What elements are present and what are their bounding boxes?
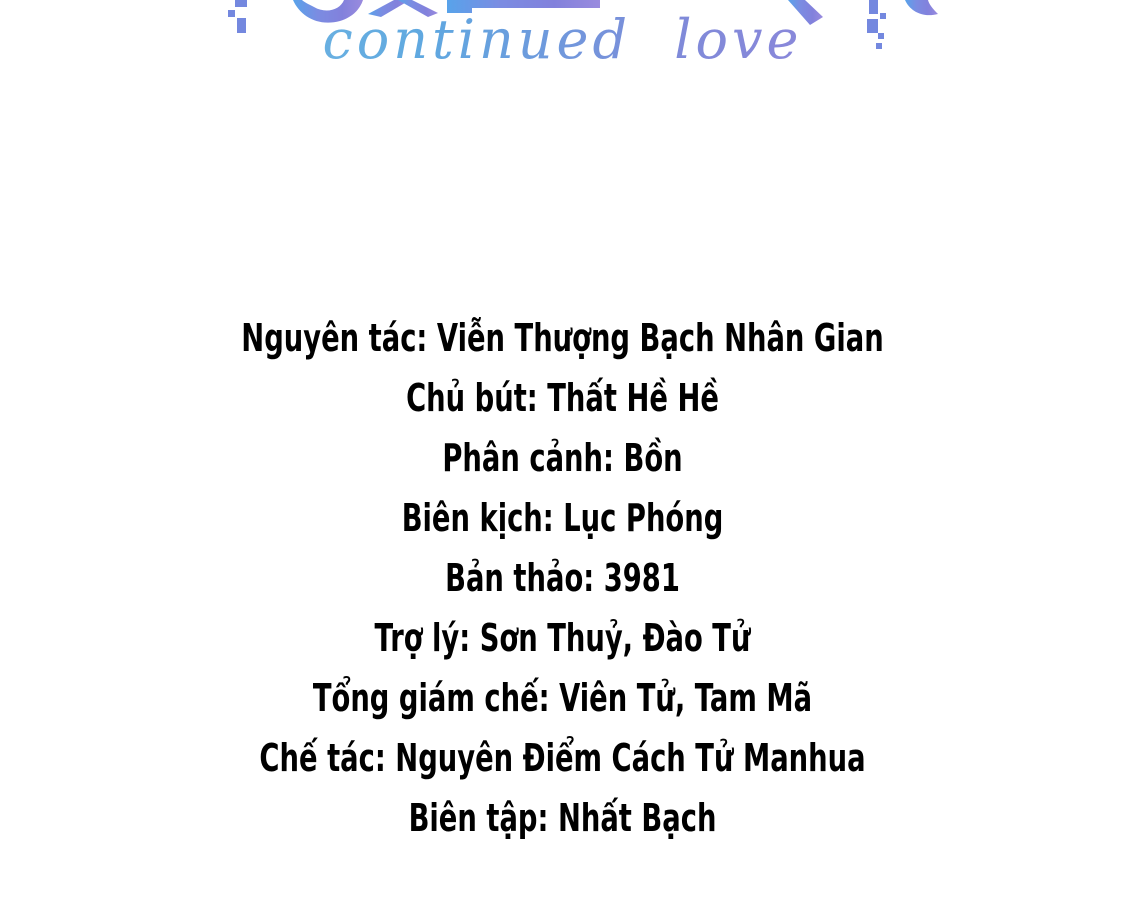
credit-line-che-tac: Chế tác: Nguyên Điểm Cách Tử Manhua — [259, 736, 866, 780]
logo-tagline: continued love — [0, 8, 1125, 71]
credit-line-ban-thao: Bản thảo: 3981 — [445, 556, 680, 600]
credit-line-phan-canh: Phân cảnh: Bồn — [442, 436, 683, 480]
logo-header — [0, 0, 1125, 120]
credit-line-nguyen-tac: Nguyên tác: Viễn Thượng Bạch Nhân Gian — [241, 316, 884, 360]
credits-list — [0, 308, 1125, 848]
credit-line-chu-but: Chủ bút: Thất Hề Hề — [406, 376, 719, 420]
credit-line-tong-giam-che: Tổng giám chế: Viên Tử, Tam Mã — [312, 676, 813, 720]
credit-line-tro-ly: Trợ lý: Sơn Thuỷ, Đào Tử — [374, 616, 751, 660]
credit-line-bien-tap: Biên tập: Nhất Bạch — [408, 796, 717, 840]
credit-line-bien-kich: Biên kịch: Lục Phóng — [401, 496, 724, 540]
